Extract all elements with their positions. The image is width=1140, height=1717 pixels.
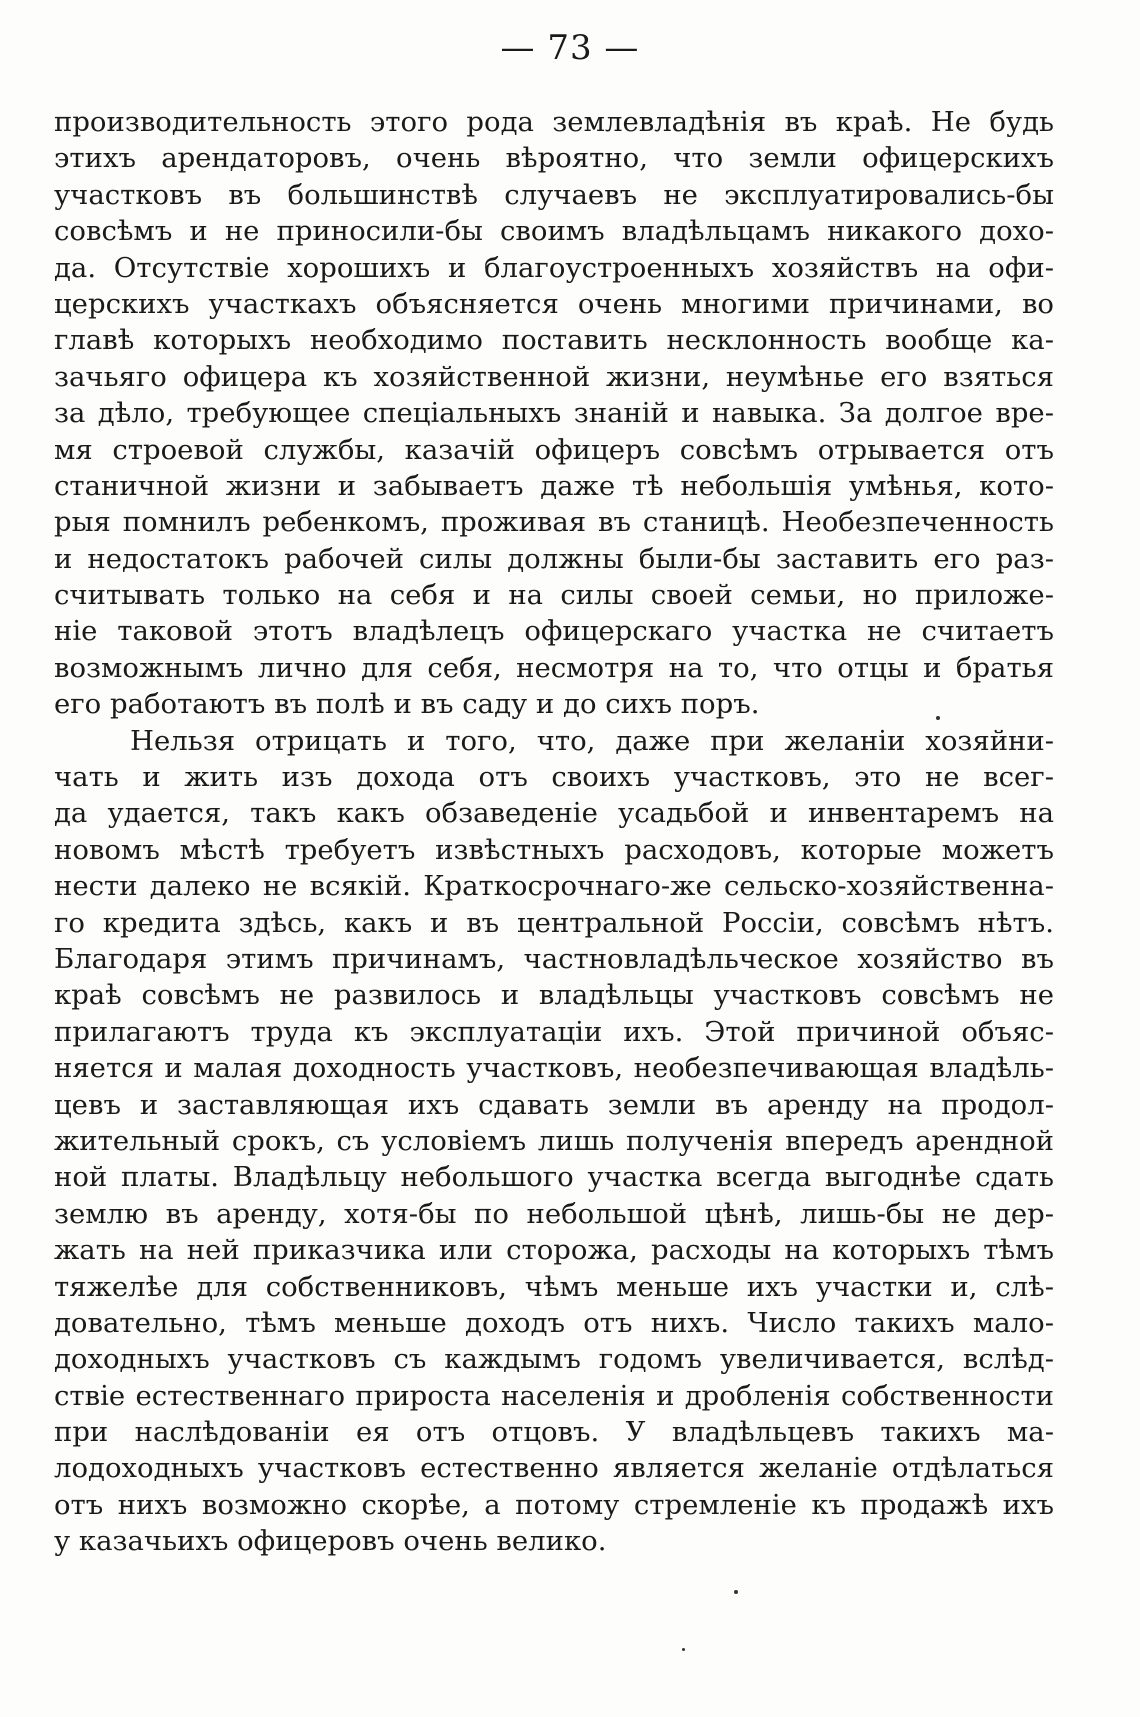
text-line: главѣ которыхъ необходимо поставить несклонность вообще ка- bbox=[54, 324, 1054, 357]
text-line: ной платы. Владѣльцу небольшого участка всегда выгоднѣе сдать bbox=[54, 1161, 1054, 1194]
body-text bbox=[54, 104, 1054, 1560]
text-line: за дѣло, требующее спеціальныхъ знаній и навыка. За долгое вре- bbox=[54, 397, 1054, 430]
text-line: прилагаютъ труда къ эксплуатаціи ихъ. Этой причиной объяс- bbox=[54, 1015, 1054, 1048]
text-line: тяжелѣе для собственниковъ, чѣмъ меньше ихъ участки и, слѣ- bbox=[54, 1270, 1054, 1303]
text-line: чать и жить изъ дохода отъ своихъ участковъ, это не всег- bbox=[54, 761, 1054, 794]
text-line: няется и малая доходность участковъ, необезпечивающая владѣль- bbox=[54, 1052, 1054, 1085]
scan-speck bbox=[682, 1648, 685, 1651]
scan-speck bbox=[734, 1590, 738, 1594]
text-line: считывать только на себя и на силы своей семьи, но приложе- bbox=[54, 579, 1054, 612]
text-line: рыя помнилъ ребенкомъ, проживая въ станицѣ. Необезпеченность bbox=[54, 506, 1054, 539]
text-line: при наслѣдованіи ея отъ отцовъ. У владѣльцевъ такихъ ма- bbox=[54, 1416, 1054, 1449]
text-line: лодоходныхъ участковъ естественно является желаніе отдѣлаться bbox=[54, 1452, 1054, 1485]
text-line: ніе таковой этотъ владѣлецъ офицерскаго участка не считаетъ bbox=[54, 615, 1054, 648]
text-line: цевъ и заставляющая ихъ сдавать земли въ аренду на продол- bbox=[54, 1088, 1054, 1121]
text-line: Нельзя отрицать и того, что, даже при желаніи хозяйни- bbox=[130, 724, 1054, 757]
text-line: го кредита здѣсь, какъ и въ центральной Россіи, совсѣмъ нѣтъ. bbox=[54, 906, 1054, 939]
text-line: довательно, тѣмъ меньше доходъ отъ нихъ. Число такихъ мало- bbox=[54, 1306, 1054, 1339]
text-line: новомъ мѣстѣ требуетъ извѣстныхъ расходовъ, которые можетъ bbox=[54, 833, 1054, 866]
text-line: церскихъ участкахъ объясняется очень многими причинами, во bbox=[54, 287, 1054, 320]
page-number: — 73 — bbox=[500, 28, 640, 68]
paragraph-1 bbox=[54, 104, 1054, 723]
text-line: и недостатокъ рабочей силы должны были-бы заставить его раз- bbox=[54, 542, 1054, 575]
text-line: мя строевой службы, казачій офицеръ совсѣмъ отрывается отъ bbox=[54, 433, 1054, 466]
text-line: станичной жизни и забываетъ даже тѣ небольшія умѣнья, кото- bbox=[54, 469, 1054, 502]
text-line: отъ нихъ возможно скорѣе, а потому стремленіе къ продажѣ ихъ bbox=[54, 1488, 1054, 1521]
text-line: производительность этого рода землевладѣнія въ краѣ. Не будь bbox=[54, 106, 1054, 138]
text-line: ствіе естественнаго прироста населенія и дробленія собственности bbox=[54, 1379, 1054, 1412]
scan-speck bbox=[936, 716, 940, 720]
text-line: совсѣмъ и не приносили-бы своимъ владѣльцамъ никакого дохо- bbox=[54, 215, 1054, 248]
text-line: участковъ въ большинствѣ случаевъ не эксплуатировались-бы bbox=[54, 178, 1054, 211]
text-line: доходныхъ участковъ съ каждымъ годомъ увеличивается, вслѣд- bbox=[54, 1343, 1054, 1376]
text-line: да удается, такъ какъ обзаведеніе усадьбой и инвентаремъ на bbox=[54, 797, 1054, 830]
text-line: зачьяго офицера къ хозяйственной жизни, неумѣнье его взяться bbox=[54, 360, 1054, 393]
text-line: жительный срокъ, съ условіемъ лишь полученія впередъ арендной bbox=[54, 1124, 1054, 1157]
text-line: краѣ совсѣмъ не развилось и владѣльцы участковъ совсѣмъ не bbox=[54, 979, 1054, 1012]
text-line: да. Отсутствіе хорошихъ и благоустроенныхъ хозяйствъ на офи- bbox=[54, 251, 1054, 284]
text-line: возможнымъ лично для себя, несмотря на то, что отцы и братья bbox=[54, 651, 1054, 684]
text-line: этихъ арендаторовъ, очень вѣроятно, что земли офицерскихъ bbox=[54, 142, 1054, 175]
text-line: его работаютъ въ полѣ и въ саду и до сихъ поръ. bbox=[54, 688, 760, 721]
text-line: Благодаря этимъ причинамъ, частновладѣльческое хозяйство въ bbox=[54, 942, 1054, 975]
text-line: у казачьихъ офицеровъ очень велико. bbox=[54, 1525, 607, 1558]
paragraph-2 bbox=[54, 723, 1054, 1560]
text-line: нести далеко не всякій. Краткосрочнаго-же сельско-хозяйственна- bbox=[54, 870, 1054, 903]
text-line: жать на ней приказчика или сторожа, расходы на которыхъ тѣмъ bbox=[54, 1234, 1054, 1267]
text-line: землю въ аренду, хотя-бы по небольшой цѣнѣ, лишь-бы не дер- bbox=[54, 1197, 1054, 1230]
